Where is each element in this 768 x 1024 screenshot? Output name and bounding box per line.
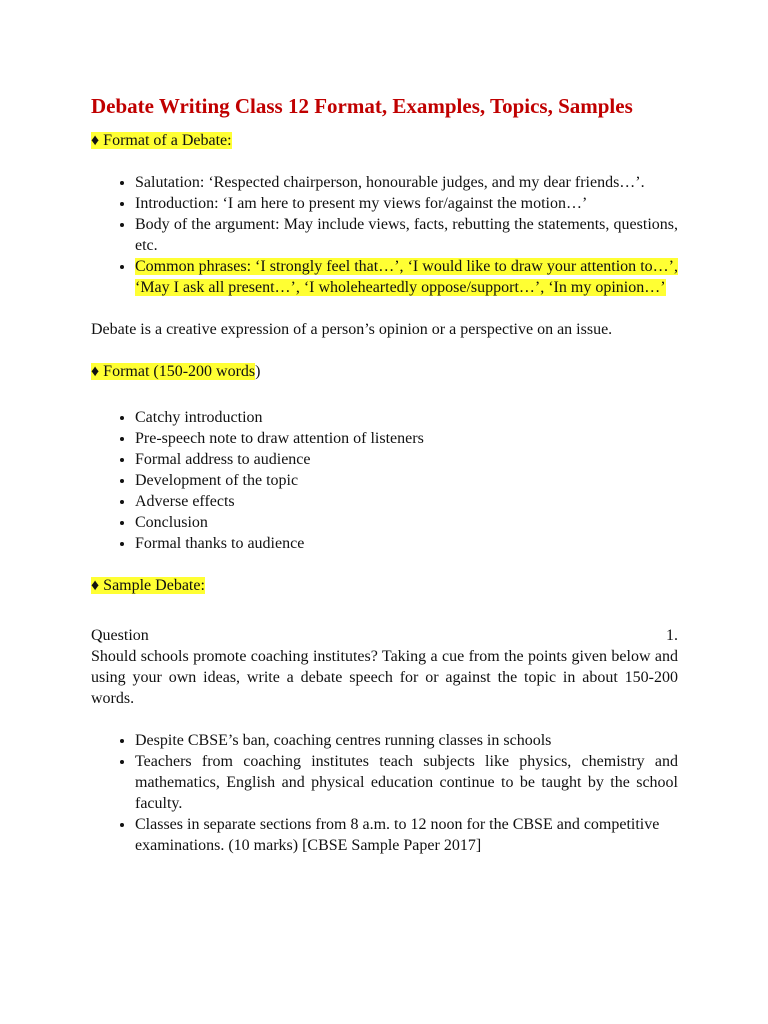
format-of-debate-heading (91, 130, 678, 151)
question-number: 1. (666, 627, 678, 644)
sample-debate-heading (91, 575, 678, 596)
format-of-debate-list (91, 172, 678, 298)
format-of-debate-heading-text: ♦ Format of a Debate: (91, 132, 232, 149)
list-item: Teachers from coaching institutes teach subjects like physics, chemistry and mathematics, English and physical education continue to be taught by the school faculty. (91, 751, 678, 814)
list-item: Body of the argument: May include views, facts, rebutting the statements, questions, etc. (91, 214, 678, 256)
list-item: Common phrases: ‘I strongly feel that…’, ‘I would like to draw your attention to…’, ‘May I ask all present…’, ‘I wholeheartedly oppose/support…’, ‘In my opinion…’ (91, 256, 678, 298)
format-words-heading (91, 361, 678, 382)
definition-paragraph: Debate is a creative expression of a person’s opinion or a perspective on an issue. (91, 321, 613, 338)
sample-debate-heading-text: ♦ Sample Debate: (91, 577, 205, 594)
list-item: Despite CBSE’s ban, coaching centres running classes in schools (91, 730, 678, 751)
list-item: Salutation: ‘Respected chairperson, honourable judges, and my dear friends…’. (91, 172, 678, 193)
list-item: Catchy introduction (91, 407, 678, 428)
list-item: Pre-speech note to draw attention of listeners (91, 428, 678, 449)
format-words-heading-text: ♦ Format (150-200 words (91, 363, 256, 380)
question-header (91, 625, 678, 646)
question-text: Should schools promote coaching institutes? Taking a cue from the points given below and using your own ideas, write a debate speech for or against the topic in about 150-200 words. (91, 648, 678, 707)
document-page (91, 92, 678, 856)
list-item: Development of the topic (91, 470, 678, 491)
question-points-list (91, 730, 678, 835)
list-item: Classes in separate sections from 8 a.m. to 12 noon for the CBSE and competitive (91, 814, 678, 835)
format-words-heading-tail: ) (255, 363, 261, 380)
list-item: Introduction: ‘I am here to present my views for/against the motion…’ (91, 193, 678, 214)
question-label: Question (91, 627, 149, 644)
list-item: Conclusion (91, 512, 678, 533)
document-title: Debate Writing Class 12 Format, Examples, Topics, Samples (91, 94, 633, 118)
list-item: Formal address to audience (91, 449, 678, 470)
list-item: Formal thanks to audience (91, 533, 678, 554)
question-continuation: examinations. (10 marks) [CBSE Sample Paper 2017] (135, 837, 482, 854)
list-item: Adverse effects (91, 491, 678, 512)
format-words-list (91, 407, 678, 554)
